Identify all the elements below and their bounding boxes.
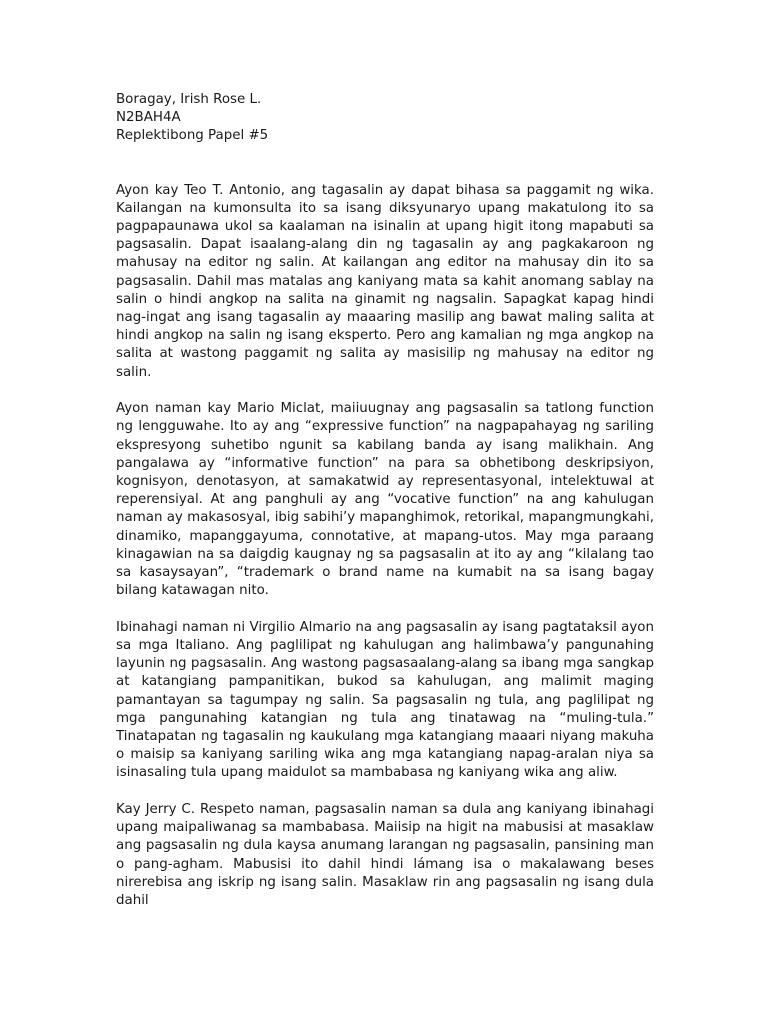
paragraph-1: Ayon kay Teo T. Antonio, ang tagasalin ay dapat bihasa sa paggamit ng wika. Kailangan na kumonsulta ito sa isang diksyunaryo upang makatulong ito sa pagpapaunawa ukol sa kaalaman na isinalin at upang higit itong mapabuti sa pagsasalin. Dapat isaalang-alang din ng tagasalin ay ang pagkakaroon ng mahusay na editor ng salin. At kailangan ang editor na mahusay din ito sa pagsasalin. Dahil mas matalas ang kaniyang mata sa kahit anomang sablay na salin o hindi angkop na salita na ginamit ng nagsalin. Sapagkat kapag hindi nag-ingat ang isang tagasalin ay maaaring masilip ang bawat maling salita at hindi angkop na salin ng isang eksperto. Pero ang kamalian ng mga angkop na salita at wastong paggamit ng salita ay masisilip ng mahusay na editor ng salin. (116, 182, 654, 380)
paragraph-4: Kay Jerry C. Respeto naman, pagsasalin naman sa dula ang kaniyang ibinahagi upang maipaliwanag sa mambabasa. Maiisip na higit na mabusisi at masaklaw ang pagsasalin ng dula kaysa anumang larangan ng pagsasalin, pansining man o pang-agham. Mabusisi ito dahil hindi lámang isa o makalawang beses nirerebisa ang iskrip ng isang salin. Masaklaw rin ang pagsasalin ng isang dula dahil (116, 802, 654, 909)
document-body (116, 91, 654, 929)
paper-title: Replektibong Papel #5 (116, 128, 269, 144)
paragraph-3: Ibinahagi naman ni Virgilio Almario na ang pagsasalin ay isang pagtataksil ayon sa mga Italiano. Ang paglilipat ng kahulugan ang halimbawa’y pangunahing layunin ng pagsasalin. Ang wastong pagsasaalang-alang sa ibang mga sangkap at katangiang pampanitikan, bukod sa kahulugan, ang malimit maging pamantayan sa tagumpay ng salin. Sa pagsasalin ng tula, ang paglilipat ng mga pangunahing katangian ng tula ang tinatawag na “muling-tula.” Tinatapatan ng tagasalin ng kaukulang mga katangiang maaari niyang makuha o maisip sa kaniyang sariling wika ang mga katangiang napag-aralan niya sa isinasaling tula upang maidulot sa mambabasa ng kaniyang wika ang aliw. (116, 619, 654, 781)
author-name: Boragay, Irish Rose L. (116, 92, 262, 107)
paragraph-2: Ayon naman kay Mario Miclat, maiiuugnay ang pagsasalin sa tatlong function ng lengguwahe. Ito ay ang “expressive function” na nagpapahayag ng sariling ekspresyong suhetibo ngunit sa kabilang banda ay isang malikhain. Ang pangalawa ay “informative function” na para sa obhetibong deskripsiyon, kognisyon, denotasyon, at samakatwid ay representasyonal, intelektuwal at reperensiyal. At ang panghuli ay ang “vocative function” na ang kahulugan naman ay makasosyal, ibig sabihi’y mapanghimok, retorikal, mapangmungkahi, dinamiko, mapanggayuma, connotative, at mapang-utos. May mga paraang kinagawian na sa daigdig kaugnay ng sa pagsasalin at ito ay ang “kilalang tao sa kasaysayan”, “trademark o brand name na kumabit na sa isang bagay bilang katawagan nito. (116, 401, 654, 599)
section-code: N2BAH4A (116, 110, 181, 126)
header-block (116, 91, 654, 146)
